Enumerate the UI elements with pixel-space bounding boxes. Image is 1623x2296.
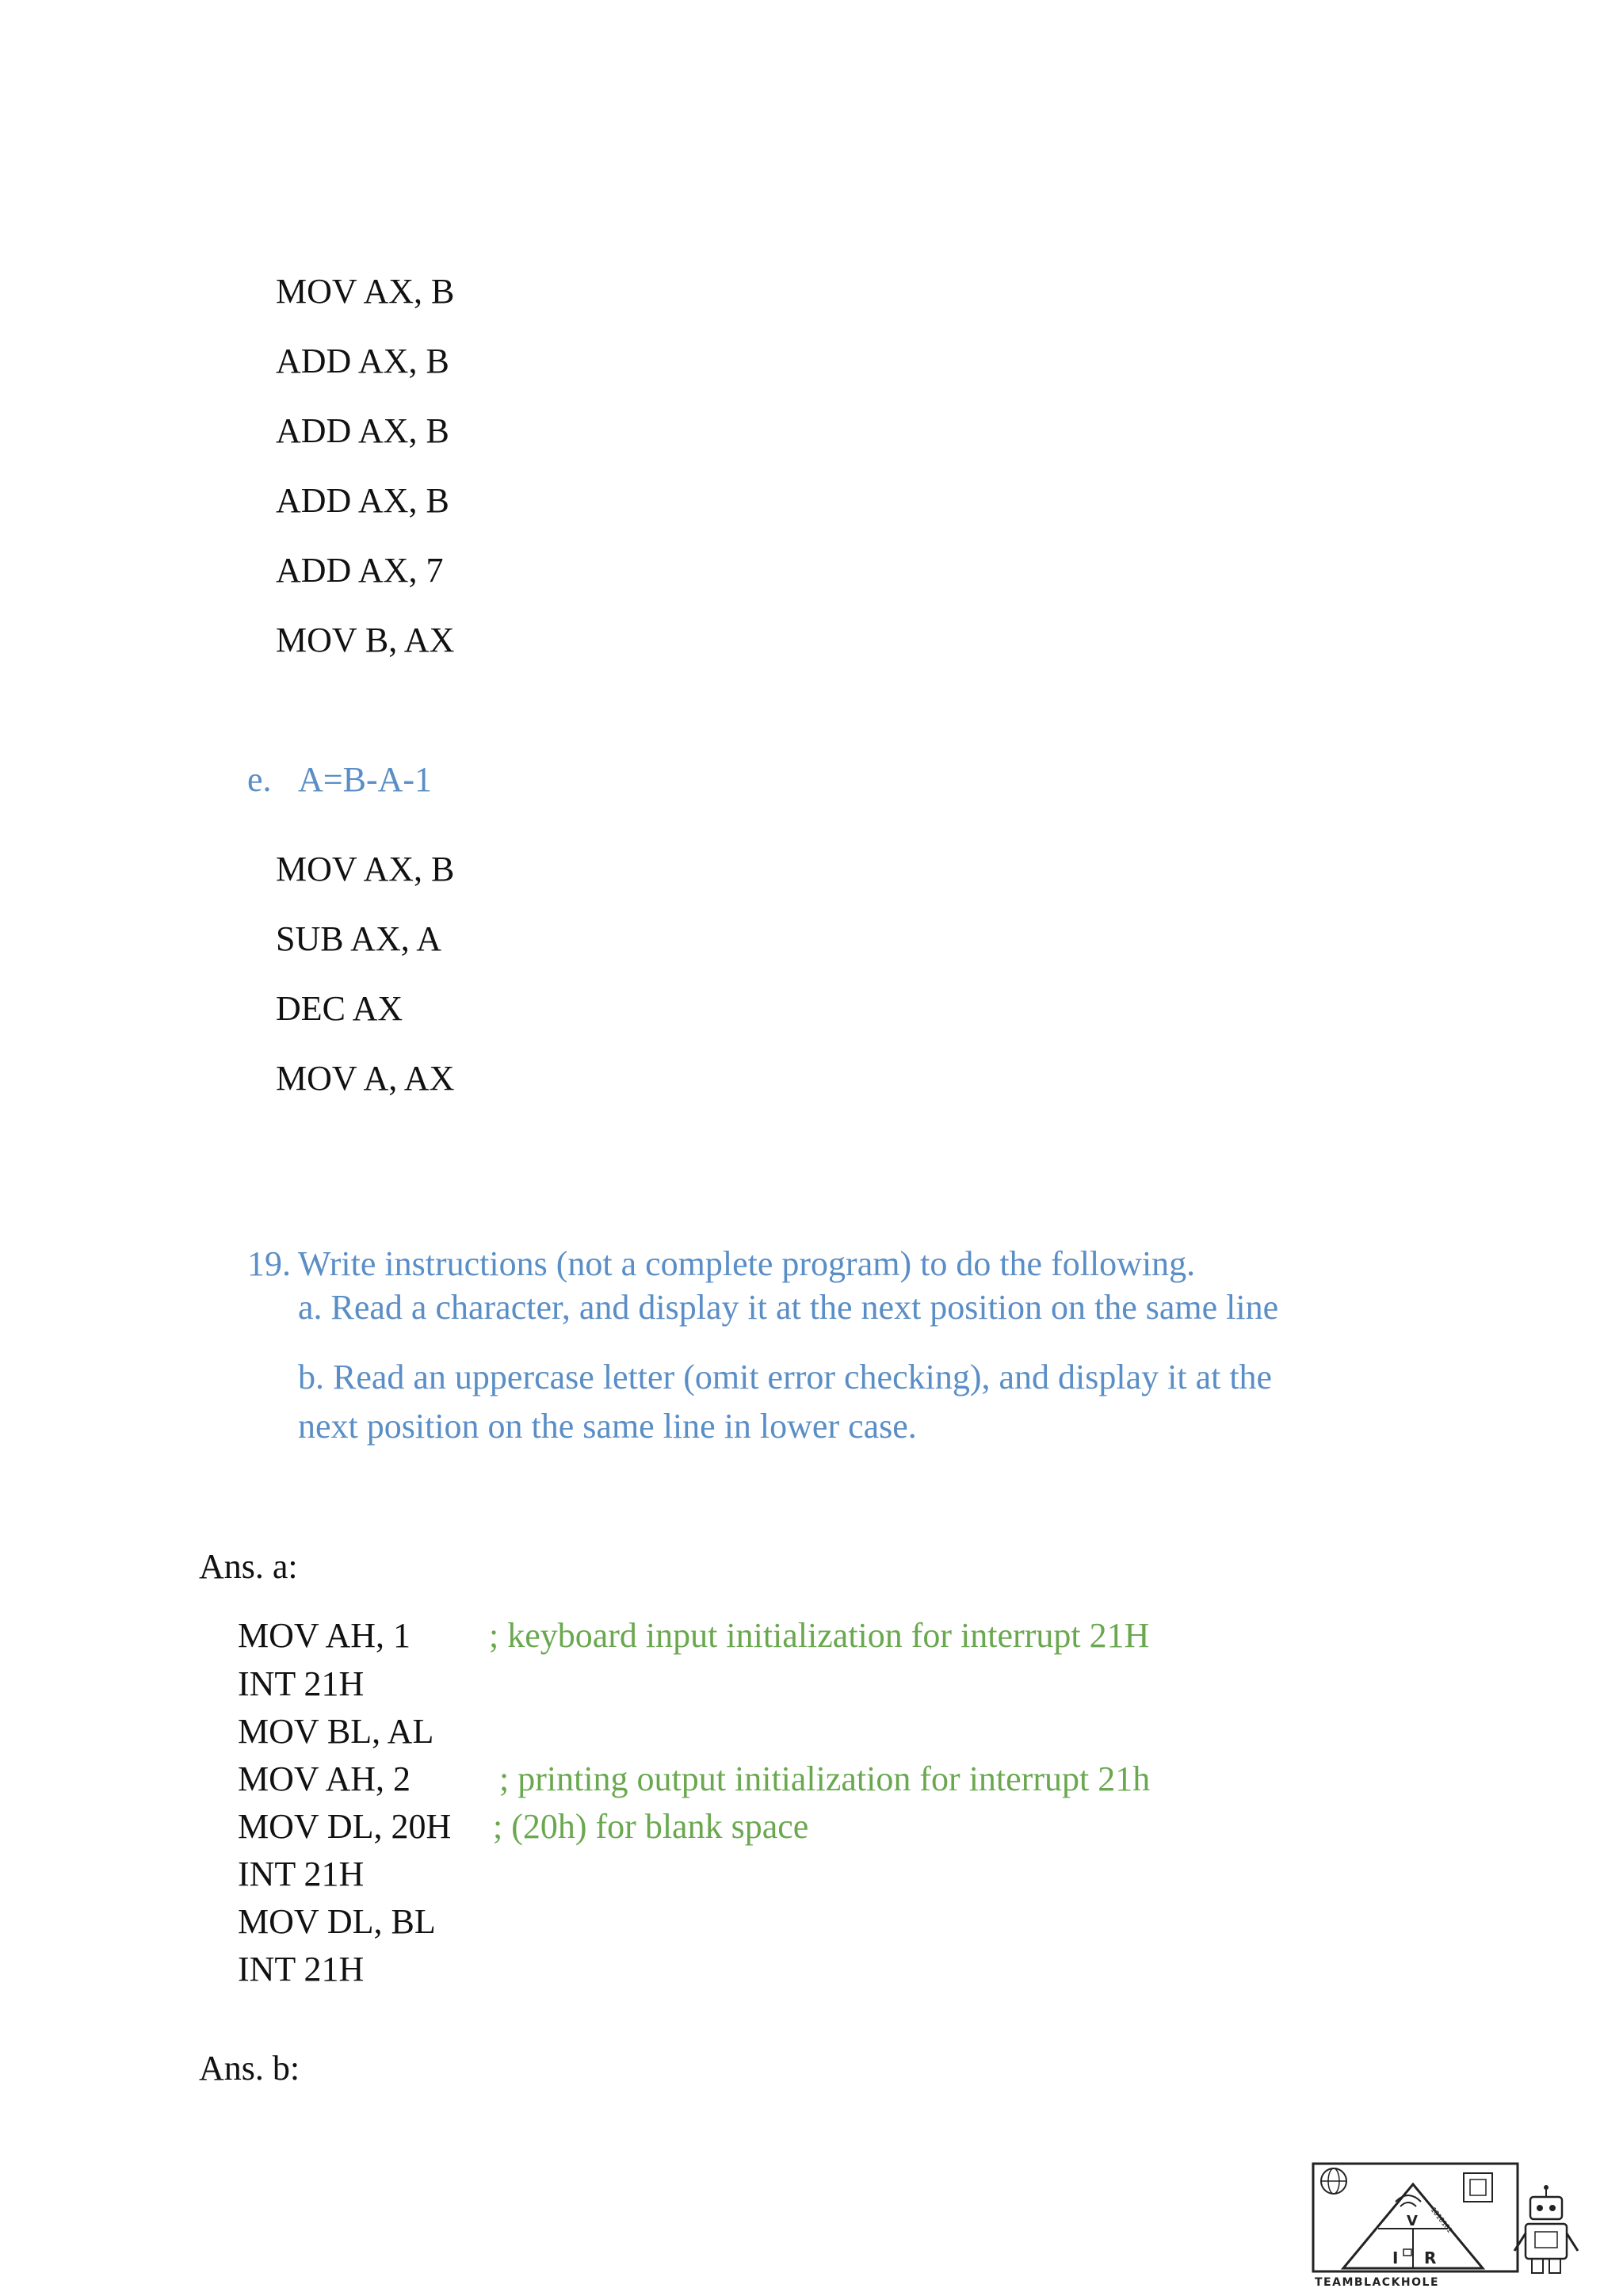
svg-text:V: V	[1407, 2213, 1418, 2229]
question-part-b-line2: next position on the same line in lower case.	[298, 1407, 917, 1446]
answer-code: MOV DL, BL	[238, 1902, 436, 1941]
code-line: ADD AX, B	[276, 481, 449, 520]
answer-comment: ; printing output initialization for interrupt 21h	[499, 1759, 1151, 1798]
answer-b-label: Ans. b:	[199, 2049, 300, 2088]
teamblackhole-logo-icon	[1312, 2162, 1589, 2289]
question-part-b-line1: b. Read an uppercase letter (omit error checking), and display it at the	[298, 1358, 1273, 1396]
code-line: DEC AX	[276, 989, 403, 1028]
question-number: 19.	[247, 1244, 291, 1283]
question-text: Write instructions (not a complete program) to do the following.	[298, 1244, 1196, 1283]
svg-text:TEAMBLACKHOLE: TEAMBLACKHOLE	[1315, 2276, 1440, 2289]
question-part-a: a. Read a character, and display it at the next position on the same line	[298, 1288, 1279, 1327]
code-line: SUB AX, A	[276, 919, 442, 958]
code-line: MOV B, AX	[276, 621, 455, 659]
answer-code: INT 21H	[238, 1950, 365, 1988]
answer-code: INT 21H	[238, 1664, 365, 1703]
code-line: ADD AX, 7	[276, 551, 444, 590]
code-line: MOV A, AX	[276, 1059, 455, 1098]
answer-code: MOV AH, 2	[238, 1759, 411, 1798]
code-line: ADD AX, B	[276, 411, 449, 450]
answer-code: MOV AH, 1	[238, 1616, 411, 1655]
code-line: MOV AX, B	[276, 272, 455, 311]
list-item-heading: A=B-A-1	[298, 760, 433, 799]
answer-comment: ; (20h) for blank space	[493, 1807, 809, 1846]
code-line: MOV AX, B	[276, 850, 455, 888]
svg-text:R: R	[1424, 2248, 1437, 2267]
list-item-marker: e.	[247, 760, 272, 799]
answer-comment: ; keyboard input initialization for interrupt 21H	[489, 1616, 1150, 1655]
answer-a-label: Ans. a:	[199, 1547, 298, 1586]
answer-code: MOV DL, 20H	[238, 1807, 452, 1846]
code-line: ADD AX, B	[276, 342, 449, 380]
svg-text:I: I	[1392, 2248, 1399, 2267]
answer-code: INT 21H	[238, 1855, 365, 1893]
answer-code: MOV BL, AL	[238, 1712, 434, 1751]
svg-text:1010101: 1010101	[1428, 2206, 1453, 2235]
